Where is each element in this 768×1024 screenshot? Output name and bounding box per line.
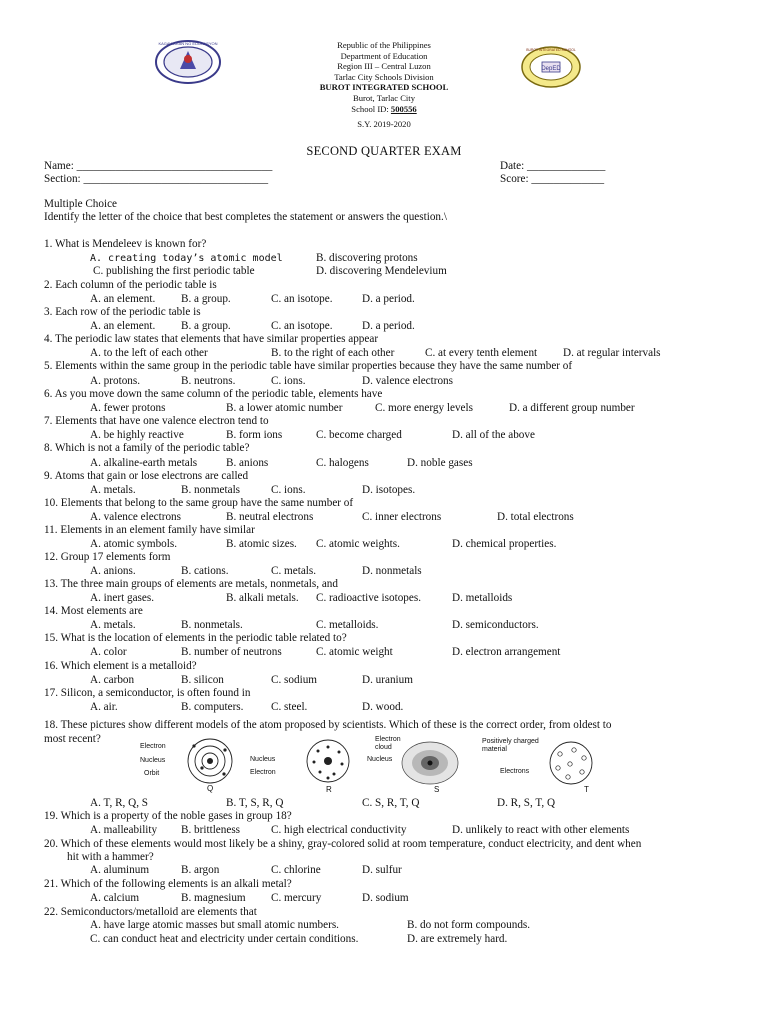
choice-2a[interactable]: A. an element.	[90, 293, 156, 305]
school-year: S.Y. 2019-2020	[357, 119, 411, 129]
question-2: 2. Each column of the periodic table is	[44, 279, 217, 291]
choice-20b[interactable]: B. argon	[181, 864, 220, 876]
choice-14d[interactable]: D. semiconductors.	[452, 619, 539, 631]
choice-6c[interactable]: C. more energy levels	[375, 402, 473, 414]
name-field[interactable]: Name: ___________________________________	[44, 160, 273, 172]
header-line-3: Region III – Central Luzon	[337, 61, 431, 72]
question-18: 18. These pictures show different models of the atom proposed by scientists. Which of these is the correct order, from oldest to	[44, 719, 612, 731]
choice-17d[interactable]: D. wood.	[362, 701, 404, 713]
choice-7c[interactable]: C. become charged	[316, 429, 402, 441]
choice-17c[interactable]: C. steel.	[271, 701, 308, 713]
question-15: 15. What is the location of elements in the periodic table related to?	[44, 632, 347, 644]
label-electron-cloud: Electron cloud	[375, 736, 401, 751]
question-6: 6. As you move down the same column of the periodic table, elements have	[44, 388, 383, 400]
school-id-label: School ID:	[351, 103, 391, 114]
label-electrons: Electrons	[500, 768, 530, 775]
model-tag-s: S	[434, 785, 440, 794]
question-18-continued: most recent?	[44, 733, 101, 745]
choice-22b[interactable]: B. do not form compounds.	[407, 919, 531, 931]
choice-9b[interactable]: B. nonmetals	[181, 484, 241, 496]
label-nucleus-2: Nucleus	[250, 756, 276, 763]
choice-4a[interactable]: A. to the left of each other	[90, 347, 208, 359]
choice-18a[interactable]: A. T, R, Q, S	[90, 797, 149, 809]
choice-12c[interactable]: C. metals.	[271, 565, 317, 577]
question-17: 17. Silicon, a semiconductor, is often found in	[44, 687, 251, 699]
school-header	[234, 40, 534, 114]
header-line-4: Tarlac City Schools Division	[334, 71, 434, 82]
label-positive-material: Positively charged material	[482, 738, 539, 753]
choice-13b[interactable]: B. alkali metals.	[226, 592, 299, 604]
choice-4b[interactable]: B. to the right of each other	[271, 347, 395, 359]
choice-19d[interactable]: D. unlikely to react with other elements	[452, 824, 630, 836]
model-tag-t: T	[584, 785, 589, 794]
seal-ring-text: KAGAWARAN NG EDUKASYON	[158, 41, 218, 46]
choice-13d[interactable]: D. metalloids	[452, 592, 513, 604]
question-21: 21. Which of the following elements is an alkali metal?	[44, 878, 292, 890]
school-logo-ring-text: BUROT INTEGRATED SCHOOL	[526, 48, 576, 52]
choice-18c[interactable]: C. S, R, T, Q	[362, 797, 420, 809]
question-11: 11. Elements in an element family have similar	[44, 524, 255, 536]
school-id-line	[234, 104, 534, 115]
question-5: 5. Elements within the same group in the periodic table have similar properties because they have the same number of	[44, 360, 573, 372]
choice-4c[interactable]: C. at every tenth element	[425, 347, 538, 359]
label-nucleus: Nucleus	[140, 757, 166, 764]
choice-16d[interactable]: D. uranium	[362, 674, 413, 686]
choice-1d[interactable]: D. discovering Mendelevium	[316, 265, 447, 277]
choice-22a[interactable]: A. have large atomic masses but small atomic numbers.	[90, 919, 339, 931]
choice-3a[interactable]: A. an element.	[90, 320, 156, 332]
choice-2c[interactable]: C. an isotope.	[271, 293, 333, 305]
choice-13c[interactable]: C. radioactive isotopes.	[316, 592, 422, 604]
choice-15d[interactable]: D. electron arrangement	[452, 646, 561, 658]
question-20: 20. Which of these elements would most likely be a shiny, gray-colored solid at room temperature, conduct electricity, and dent when	[44, 838, 642, 850]
choice-7a[interactable]: A. be highly reactive	[90, 429, 184, 441]
question-12: 12. Group 17 elements form	[44, 551, 171, 563]
choice-17a[interactable]: A. air.	[90, 701, 118, 713]
choice-7d[interactable]: D. all of the above	[452, 429, 535, 441]
choice-3b[interactable]: B. a group.	[181, 320, 231, 332]
question-8: 8. Which is not a family of the periodic table?	[44, 442, 250, 454]
instructions-text: Identify the letter of the choice that best completes the statement or answers the question.\	[44, 211, 447, 223]
label-electron-2: Electron	[250, 769, 276, 776]
choice-1b[interactable]: B. discovering protons	[316, 252, 418, 264]
choice-10d[interactable]: D. total electrons	[497, 511, 574, 523]
choice-6b[interactable]: B. a lower atomic number	[226, 402, 343, 414]
model-tag-q: Q	[207, 784, 214, 793]
choice-8d[interactable]: D. noble gases	[407, 457, 473, 469]
choice-10b[interactable]: B. neutral electrons	[226, 511, 314, 523]
header-line-2: Department of Education	[340, 50, 428, 61]
choice-10a[interactable]: A. valence electrons	[90, 511, 182, 523]
choice-1a[interactable]: A. creating today’s atomic model	[90, 253, 283, 264]
choice-6d[interactable]: D. a different group number	[509, 402, 635, 414]
label-electron: Electron	[140, 743, 166, 750]
question-7: 7. Elements that have one valence electron tend to	[44, 415, 269, 427]
question-19: 19. Which is a property of the noble gases in group 18?	[44, 810, 292, 822]
choice-2d[interactable]: D. a period.	[362, 293, 415, 305]
choice-14b[interactable]: B. nonmetals.	[181, 619, 243, 631]
choice-20c[interactable]: C. chlorine	[271, 864, 321, 876]
choice-11a[interactable]: A. atomic symbols.	[90, 538, 178, 550]
choice-18b[interactable]: B. T, S, R, Q	[226, 797, 284, 809]
question-20-continued: hit with a hammer?	[67, 851, 154, 863]
choice-19a[interactable]: A. malleability	[90, 824, 158, 836]
atom-model-r	[300, 738, 356, 784]
choice-16c[interactable]: C. sodium	[271, 674, 318, 686]
choice-6a[interactable]: A. fewer protons	[90, 402, 166, 414]
choice-5c[interactable]: C. ions.	[271, 375, 306, 387]
choice-22c[interactable]: C. can conduct heat and electricity under certain conditions.	[90, 933, 359, 945]
choice-8b[interactable]: B. anions	[226, 457, 269, 469]
section-heading: Multiple Choice	[44, 198, 118, 210]
atom-model-q	[180, 736, 240, 786]
choice-3c[interactable]: C. an isotope.	[271, 320, 333, 332]
choice-11d[interactable]: D. chemical properties.	[452, 538, 557, 550]
choice-9a[interactable]: A. metals.	[90, 484, 136, 496]
choice-18d[interactable]: D. R, S, T, Q	[497, 797, 556, 809]
choice-14c[interactable]: C. metalloids.	[316, 619, 379, 631]
question-16: 16. Which element is a metalloid?	[44, 660, 197, 672]
choice-19b[interactable]: B. brittleness	[181, 824, 241, 836]
choice-9c[interactable]: C. ions.	[271, 484, 306, 496]
question-10: 10. Elements that belong to the same group have the same number of	[44, 497, 354, 509]
school-id-value: 500556	[390, 103, 417, 114]
choice-21c[interactable]: C. mercury	[271, 892, 322, 904]
choice-12b[interactable]: B. cations.	[181, 565, 229, 577]
school-name: BUROT INTEGRATED SCHOOL	[319, 82, 449, 93]
choice-8a[interactable]: A. alkaline-earth metals	[90, 457, 198, 469]
question-1: 1. What is Mendeleev is known for?	[44, 238, 207, 250]
choice-20d[interactable]: D. sulfur	[362, 864, 402, 876]
choice-13a[interactable]: A. inert gases.	[90, 592, 155, 604]
choice-3d[interactable]: D. a period.	[362, 320, 415, 332]
label-nucleus-3: Nucleus	[367, 756, 393, 763]
choice-14a[interactable]: A. metals.	[90, 619, 136, 631]
choice-2b[interactable]: B. a group.	[181, 293, 231, 305]
choice-21b[interactable]: B. magnesium	[181, 892, 246, 904]
choice-1c[interactable]: C. publishing the first periodic table	[93, 265, 255, 277]
choice-22d[interactable]: D. are extremely hard.	[407, 933, 508, 945]
choice-15a[interactable]: A. color	[90, 646, 127, 658]
choice-21d[interactable]: D. sodium	[362, 892, 409, 904]
question-14: 14. Most elements are	[44, 605, 143, 617]
choice-5b[interactable]: B. neutrons.	[181, 375, 236, 387]
choice-12d[interactable]: D. nonmetals	[362, 565, 422, 577]
question-13: 13. The three main groups of elements are metals, nonmetals, and	[44, 578, 338, 590]
question-3: 3. Each row of the periodic table is	[44, 306, 201, 318]
question-22: 22. Semiconductors/metalloid are elements that	[44, 906, 257, 918]
school-logo-badge: DepED	[541, 66, 561, 72]
exam-title: SECOND QUARTER EXAM	[306, 144, 462, 158]
deped-seal-logo	[154, 39, 222, 85]
section-field[interactable]: Section: _________________________________	[44, 173, 269, 185]
choice-9d[interactable]: D. isotopes.	[362, 484, 416, 496]
choice-11c[interactable]: C. atomic weights.	[316, 538, 400, 550]
question-4: 4. The periodic law states that elements that have similar properties appear	[44, 333, 379, 345]
label-orbit: Orbit	[144, 770, 160, 777]
choice-21a[interactable]: A. calcium	[90, 892, 140, 904]
choice-10c[interactable]: C. inner electrons	[362, 511, 442, 523]
choice-11b[interactable]: B. atomic sizes.	[226, 538, 297, 550]
choice-20a[interactable]: A. aluminum	[90, 864, 150, 876]
choice-16a[interactable]: A. carbon	[90, 674, 135, 686]
choice-5d[interactable]: D. valence electrons	[362, 375, 454, 387]
choice-12a[interactable]: A. anions.	[90, 565, 136, 577]
choice-4d[interactable]: D. at regular intervals	[563, 347, 661, 359]
choice-7b[interactable]: B. form ions	[226, 429, 283, 441]
choice-17b[interactable]: B. computers.	[181, 701, 244, 713]
choice-5a[interactable]: A. protons.	[90, 375, 141, 387]
choice-8c[interactable]: C. halogens	[316, 457, 369, 469]
choice-16b[interactable]: B. silicon	[181, 674, 224, 686]
model-tag-r: R	[326, 785, 332, 794]
choice-15b[interactable]: B. number of neutrons	[181, 646, 282, 658]
school-address: Burot, Tarlac City	[352, 92, 415, 103]
question-9: 9. Atoms that gain or lose electrons are called	[44, 470, 249, 482]
choice-15c[interactable]: C. atomic weight	[316, 646, 393, 658]
score-field[interactable]: Score: _____________	[500, 173, 605, 185]
choice-19c[interactable]: C. high electrical conductivity	[271, 824, 407, 836]
header-line-1: Republic of the Philippines	[337, 40, 431, 50]
date-field[interactable]: Date: ______________	[500, 160, 606, 172]
